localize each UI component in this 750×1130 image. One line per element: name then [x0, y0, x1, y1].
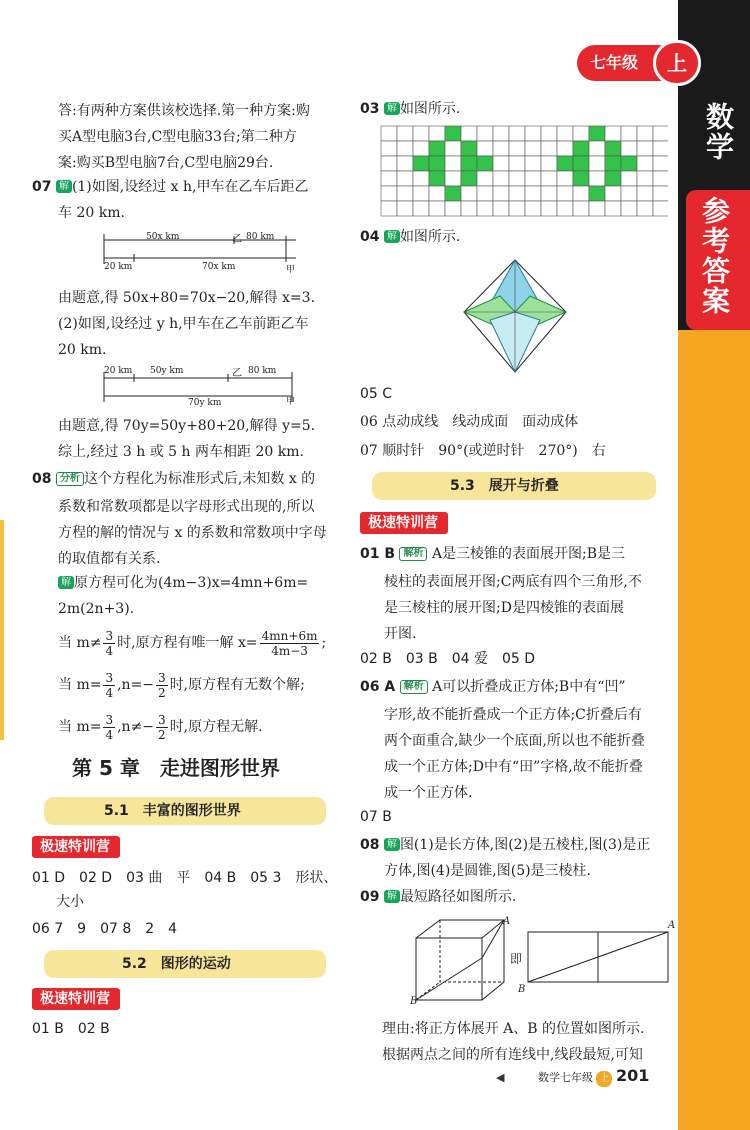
grid-cell: [381, 156, 397, 171]
rotation-figure: [460, 256, 570, 376]
training-banner: 极速特训营: [32, 988, 120, 1010]
footer-book: 数学七年级: [537, 1071, 593, 1084]
grid-cell: [541, 201, 557, 216]
solution-tag: 解: [56, 180, 72, 193]
subject-label: 数学: [702, 102, 735, 162]
grid-cell: [493, 126, 509, 141]
d2-label-a: 20 km: [104, 366, 133, 376]
d2-label-f: 甲: [286, 397, 296, 407]
grid-cell-filled: [477, 156, 493, 171]
chapter-title: 第 5 章 走进图形世界: [72, 756, 280, 780]
section-5-3-bar: 5.3 展开与折叠: [372, 472, 656, 500]
grid-cell: [557, 141, 573, 156]
grid-cell: [525, 186, 541, 201]
volume-badge: [653, 40, 701, 86]
d1-label-b: 乙: [232, 234, 242, 245]
q07: 07 解 (1)如图,设经过 x h,甲车在乙车后距乙: [32, 179, 309, 195]
r-08-body: 方体,图(4)是圆锥,图(5)是三棱柱.: [384, 863, 592, 879]
cube-label-b: B: [410, 996, 418, 1007]
cube-ji: 即: [510, 952, 523, 966]
case-3: 当 m= $\frac{3}{4}$ ,n≠− $\frac{3}{2}$ 时,原方程无解.: [58, 712, 263, 742]
grid-cell: [477, 186, 493, 201]
analysis-tag: 解析: [400, 680, 428, 694]
grid-cell: [413, 186, 429, 201]
grid-cell: [541, 126, 557, 141]
grid-pattern-figure: [380, 125, 668, 217]
solution-tag: 解: [384, 838, 400, 851]
grid-cell-filled: [605, 141, 621, 156]
grid-cell: [397, 141, 413, 156]
grid-cell-filled: [461, 141, 477, 156]
grid-cell: [445, 141, 461, 156]
grid-cell: [573, 201, 589, 216]
q07-conclusion: 由题意,得 70y=50y+80+20,解得 y=5. 综上,经过 3 h 或 5 h 两车相距 20 km.: [58, 418, 316, 460]
cube-label-a: A: [503, 916, 511, 927]
grid-cell: [413, 201, 429, 216]
r-q05: 05 C: [360, 386, 393, 402]
grid-cell: [493, 141, 509, 156]
grid-cell: [381, 171, 397, 186]
grid-cell: [541, 186, 557, 201]
grid-cell: [573, 186, 589, 201]
footer-vol: 上: [596, 1071, 612, 1087]
d1-label-f: 甲: [286, 265, 296, 275]
unfolded-label-b: B: [518, 984, 526, 995]
grid-cell: [493, 156, 509, 171]
grid-cell: [557, 201, 573, 216]
grid-cell: [525, 156, 541, 171]
grid-cell: [653, 171, 668, 186]
grid-cell: [461, 126, 477, 141]
grid-cell-filled: [589, 126, 605, 141]
grid-cell: [605, 126, 621, 141]
training-banner: 极速特训营: [360, 512, 448, 534]
training-banner: 极速特训营: [32, 836, 120, 858]
grid-cell: [541, 156, 557, 171]
answer-para: 答:有两种方案供该校选择.第一种方案:购 买A型电脑3台,C型电脑33台;第二种方 案:购买B型电脑7台,C型电脑29台.: [58, 103, 310, 171]
grid-cell: [493, 186, 509, 201]
analysis-tag: 分析: [56, 472, 84, 486]
left-margin-mark: [0, 520, 4, 740]
d1-label-c: 80 km: [246, 232, 275, 242]
grid-cell: [509, 126, 525, 141]
grid-cell: [413, 171, 429, 186]
grid-cell: [461, 186, 477, 201]
grade-label: 七年级: [590, 53, 639, 72]
grid-cell: [493, 201, 509, 216]
grid-cell: [445, 171, 461, 186]
grid-cell: [525, 141, 541, 156]
grid-cell-filled: [445, 126, 461, 141]
grid-cell: [653, 186, 668, 201]
grid-cell-filled: [557, 156, 573, 171]
solution-tag: 解: [58, 576, 74, 589]
d2-label-b: 50y km: [150, 366, 184, 376]
r-08: 08 解 图(1)是长方体,图(2)是五棱柱,图(3)是正: [360, 837, 651, 853]
grid-cell: [509, 201, 525, 216]
grid-cell-filled: [429, 171, 445, 186]
answers-5-1: 01 D 02 D 03 曲 平 04 B 05 3 形状、 大小 06 7 9 07 8 2 4: [32, 870, 338, 937]
grid-cell-filled: [461, 156, 477, 171]
grid-cell: [397, 171, 413, 186]
grid-cell: [397, 201, 413, 216]
d2-label-d: 80 km: [248, 366, 277, 376]
case-2: 当 m= $\frac{3}{4}$ ,n=− $\frac{3}{2}$ 时,原方程有无数个解;: [58, 670, 305, 700]
grid-cell-filled: [605, 156, 621, 171]
grid-cell: [381, 126, 397, 141]
grid-cell-filled: [429, 141, 445, 156]
grid-cell: [413, 141, 429, 156]
reason-text: 理由:将正方体展开 A、B 的位置如图所示. 根据两点之间的所有连线中,线段最短,可知: [382, 1021, 645, 1063]
r-06-body: 字形,故不能折叠成一个正方体;C折叠后有 两个面重合,缺少一个底面,所以也不能折叠 成一个正方体;D中有“田”字格,故不能折叠 成一个正方体.: [384, 707, 645, 801]
grid-cell: [621, 186, 637, 201]
section-label: 参考答案: [698, 196, 731, 316]
grid-cell: [509, 141, 525, 156]
d1-label-e: 70x km: [202, 262, 236, 272]
volume-label: 上: [667, 51, 687, 75]
grid-cell: [621, 171, 637, 186]
r-01: 01 B 解析 A是三棱锥的表面展开图;B是三: [360, 546, 626, 562]
unfolded-label-a: A: [668, 920, 676, 931]
grid-cell: [525, 126, 541, 141]
solution-tag: 解: [384, 890, 400, 903]
analysis-tag: 解析: [399, 547, 427, 561]
grid-cell-filled: [605, 171, 621, 186]
grid-cell: [557, 186, 573, 201]
r-07: 07 B: [360, 809, 392, 825]
grid-cell: [589, 201, 605, 216]
grid-cell: [605, 186, 621, 201]
q08-solution: 解 原方程可化为(4m−3)x=4mn+6m=: [58, 572, 308, 594]
grid-cell: [653, 201, 668, 216]
grid-cell: [397, 156, 413, 171]
grid-cell: [621, 141, 637, 156]
r-q07: 07 顺时针 90°(或逆时针 270°) 右: [360, 443, 606, 459]
grid-cell: [637, 156, 653, 171]
grid-cell: [381, 141, 397, 156]
r-01-body: 棱柱的表面展开图;C两底有四个三角形,不 是三棱柱的展开图;D是四棱锥的表面展 开图.: [384, 574, 642, 642]
grid-cell: [429, 126, 445, 141]
grid-cell-filled: [573, 171, 589, 186]
footer-arrow-icon: ◀: [496, 1071, 505, 1084]
grid-cell: [525, 201, 541, 216]
grid-cell-filled: [413, 156, 429, 171]
answers-5-2: 01 B 02 B: [32, 1021, 110, 1037]
case-1: 当 m≠ $\frac{3}{4}$ 时,原方程有唯一解 x= $\frac{4mn+6m}{4m-3}$ ;: [58, 628, 327, 658]
d2-label-e: 70y km: [188, 398, 222, 408]
r-06: 06 A 解析 A可以折叠成正方体;B中有“凹”: [360, 679, 626, 695]
grid-cell: [605, 201, 621, 216]
grid-cell: [557, 126, 573, 141]
r-q03: 03 解 如图所示.: [360, 101, 461, 117]
d1-label-d: 20 km: [104, 262, 133, 272]
d1-label-a: 50x km: [146, 232, 180, 242]
grid-cell: [557, 171, 573, 186]
grid-cell: [381, 186, 397, 201]
grid-cell: [509, 156, 525, 171]
grid-cell: [541, 171, 557, 186]
grid-cell-filled: [461, 171, 477, 186]
grid-cell: [397, 186, 413, 201]
q08-solution-2: 2m(2n+3).: [58, 601, 135, 617]
grid-cell: [637, 186, 653, 201]
grid-cell: [589, 171, 605, 186]
grid-cell: [429, 186, 445, 201]
r-q06: 06 点动成线 线动成面 面动成体: [360, 414, 579, 430]
grid-cell-filled: [429, 156, 445, 171]
grid-cell: [589, 156, 605, 171]
grid-cell-filled: [445, 186, 461, 201]
d2-label-c: 乙: [232, 368, 242, 379]
grid-cell: [413, 126, 429, 141]
grid-cell-filled: [573, 156, 589, 171]
footer: [496, 1068, 649, 1087]
grid-cell: [653, 126, 668, 141]
q08-body: 系数和常数项都是以字母形式出现的,所以 方程的解的情况与 x 的系数和常数项中字母 的取值都有关系.: [58, 499, 327, 567]
grid-cell: [621, 201, 637, 216]
grid-cell: [477, 141, 493, 156]
grid-cell: [525, 171, 541, 186]
grid-cell: [637, 141, 653, 156]
grid-cell: [445, 201, 461, 216]
grid-cell: [541, 141, 557, 156]
r-q04: 04 解 如图所示.: [360, 229, 461, 245]
grid-cell: [509, 171, 525, 186]
grid-cell: [397, 126, 413, 141]
section-5-2-bar: 5.2 图形的运动: [44, 950, 326, 978]
cube-figure: [412, 918, 512, 1002]
r-09: 09 解 最短路径如图所示.: [360, 889, 517, 905]
grid-cell: [589, 141, 605, 156]
grid-cell: [477, 201, 493, 216]
q08: 08 分析 这个方程化为标准形式后,未知数 x 的: [32, 471, 316, 487]
grid-cell: [477, 171, 493, 186]
grid-cell: [637, 126, 653, 141]
grid-cell: [621, 126, 637, 141]
section-5-1-bar: 5.1 丰富的图形世界: [44, 797, 326, 825]
grid-cell: [653, 156, 668, 171]
grid-cell: [445, 156, 461, 171]
grid-cell-filled: [621, 156, 637, 171]
solution-tag: 解: [384, 230, 400, 243]
grid-cell: [493, 171, 509, 186]
grid-cell: [637, 171, 653, 186]
grid-cell: [653, 141, 668, 156]
grid-cell: [509, 186, 525, 201]
grid-cell: [573, 126, 589, 141]
q07-line2: 车 20 km.: [58, 205, 125, 221]
q07-body: 由题意,得 50x+80=70x−20,解得 x=3. (2)如图,设经过 y h,甲车在乙车前距乙车 20 km.: [58, 290, 316, 358]
grid-cell-filled: [573, 141, 589, 156]
grid-cell: [461, 201, 477, 216]
grid-cell: [381, 201, 397, 216]
grid-cell: [637, 201, 653, 216]
grid-cell: [429, 201, 445, 216]
grid-cell-filled: [589, 186, 605, 201]
unfolded-cube-figure: [526, 930, 670, 984]
grid-cell: [477, 126, 493, 141]
solution-tag: 解: [384, 102, 400, 115]
r-02-05: 02 B 03 B 04 爱 05 D: [360, 651, 536, 667]
page-number: 201: [615, 1066, 650, 1085]
